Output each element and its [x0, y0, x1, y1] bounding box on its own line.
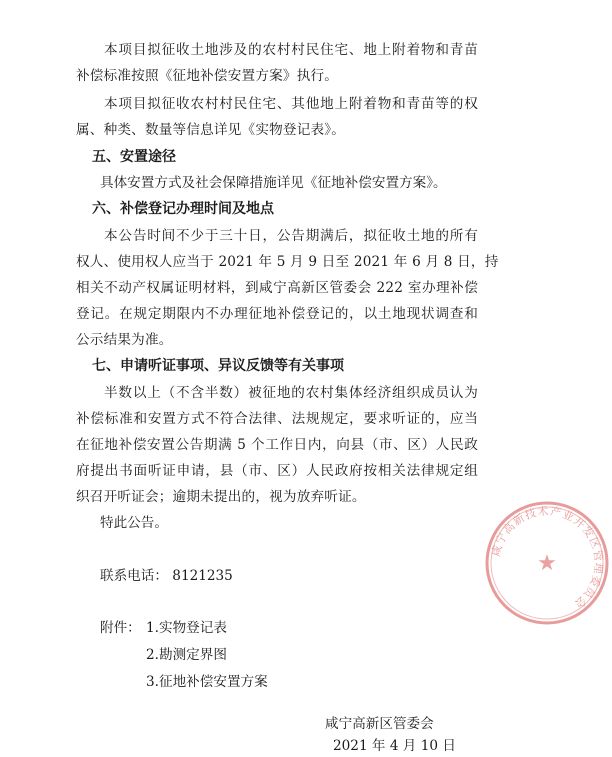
- paragraph-line: 补偿标准按照《征地补偿安置方案》执行。: [76, 68, 339, 84]
- paragraph-line: 登记。在规定期限内不办理征地补偿登记的，以土地现状调查和: [76, 306, 478, 322]
- official-seal-stamp: [482, 498, 612, 628]
- signature-org: 咸宁高新区管委会: [325, 716, 434, 732]
- section-heading: 七、申请听证事项、异议反馈等有关事项: [92, 358, 344, 374]
- svg-text:咸宁高新技术产业开发区管理委员会: 咸宁高新技术产业开发区管理委员会: [489, 504, 606, 612]
- attachments-label: 附件：: [100, 620, 141, 636]
- closing-line: 特此公告。: [100, 515, 168, 531]
- paragraph-line: 半数以上（不含半数）被征地的农村集体经济组织成员认为: [104, 385, 478, 401]
- paragraph-line: 织召开听证会；逾期未提出的，视为放弃听证。: [76, 489, 366, 505]
- section-heading: 五、安置途径: [92, 149, 176, 165]
- paragraph-line: 具体安置方式及社会保障措施详见《征地补偿安置方案》。: [100, 175, 447, 191]
- paragraph-line: 本公告时间不少于三十日，公告期满后，拟征收土地的所有: [104, 228, 478, 244]
- paragraph-line: 府提出书面听证申请，县（市、区）人民政府按相关法律规定组: [76, 463, 478, 479]
- attachment-item: 3.征地补偿安置方案: [146, 674, 268, 690]
- section-heading: 六、补偿登记办理时间及地点: [92, 201, 274, 217]
- paragraph-line: 本项目拟征收农村村民住宅、其他地上附着物和青苗等的权: [104, 96, 478, 112]
- paragraph-line: 补偿标准和安置方式不符合法律、法规规定，要求听证的，应当: [76, 411, 478, 427]
- signature-date: 2021 年 4 月 10 日: [333, 738, 456, 754]
- paragraph-line: 属、种类、数量等信息详见《实物登记表》。: [76, 122, 346, 138]
- svg-text:★: ★: [537, 551, 557, 576]
- paragraph-line: 公示结果为准。: [76, 332, 173, 348]
- attachment-item: 2.勘测定界图: [146, 647, 227, 663]
- paragraph-line: 相关不动产权属证明材料，到咸宁高新区管委会 222 室办理补偿: [76, 280, 478, 296]
- paragraph-line: 本项目拟征收土地涉及的农村村民住宅、地上附着物和青苗: [104, 42, 478, 58]
- attachment-item: 1.实物登记表: [146, 620, 227, 636]
- paragraph-line: 在征地补偿安置公告期满 5 个工作日内，向县（市、区）人民政: [76, 437, 478, 453]
- paragraph-line: 权人、使用权人应当于 2021 年 5 月 9 日至 2021 年 6 月 8 日，持: [76, 254, 499, 270]
- contact-phone: 联系电话： 8121235: [100, 568, 233, 584]
